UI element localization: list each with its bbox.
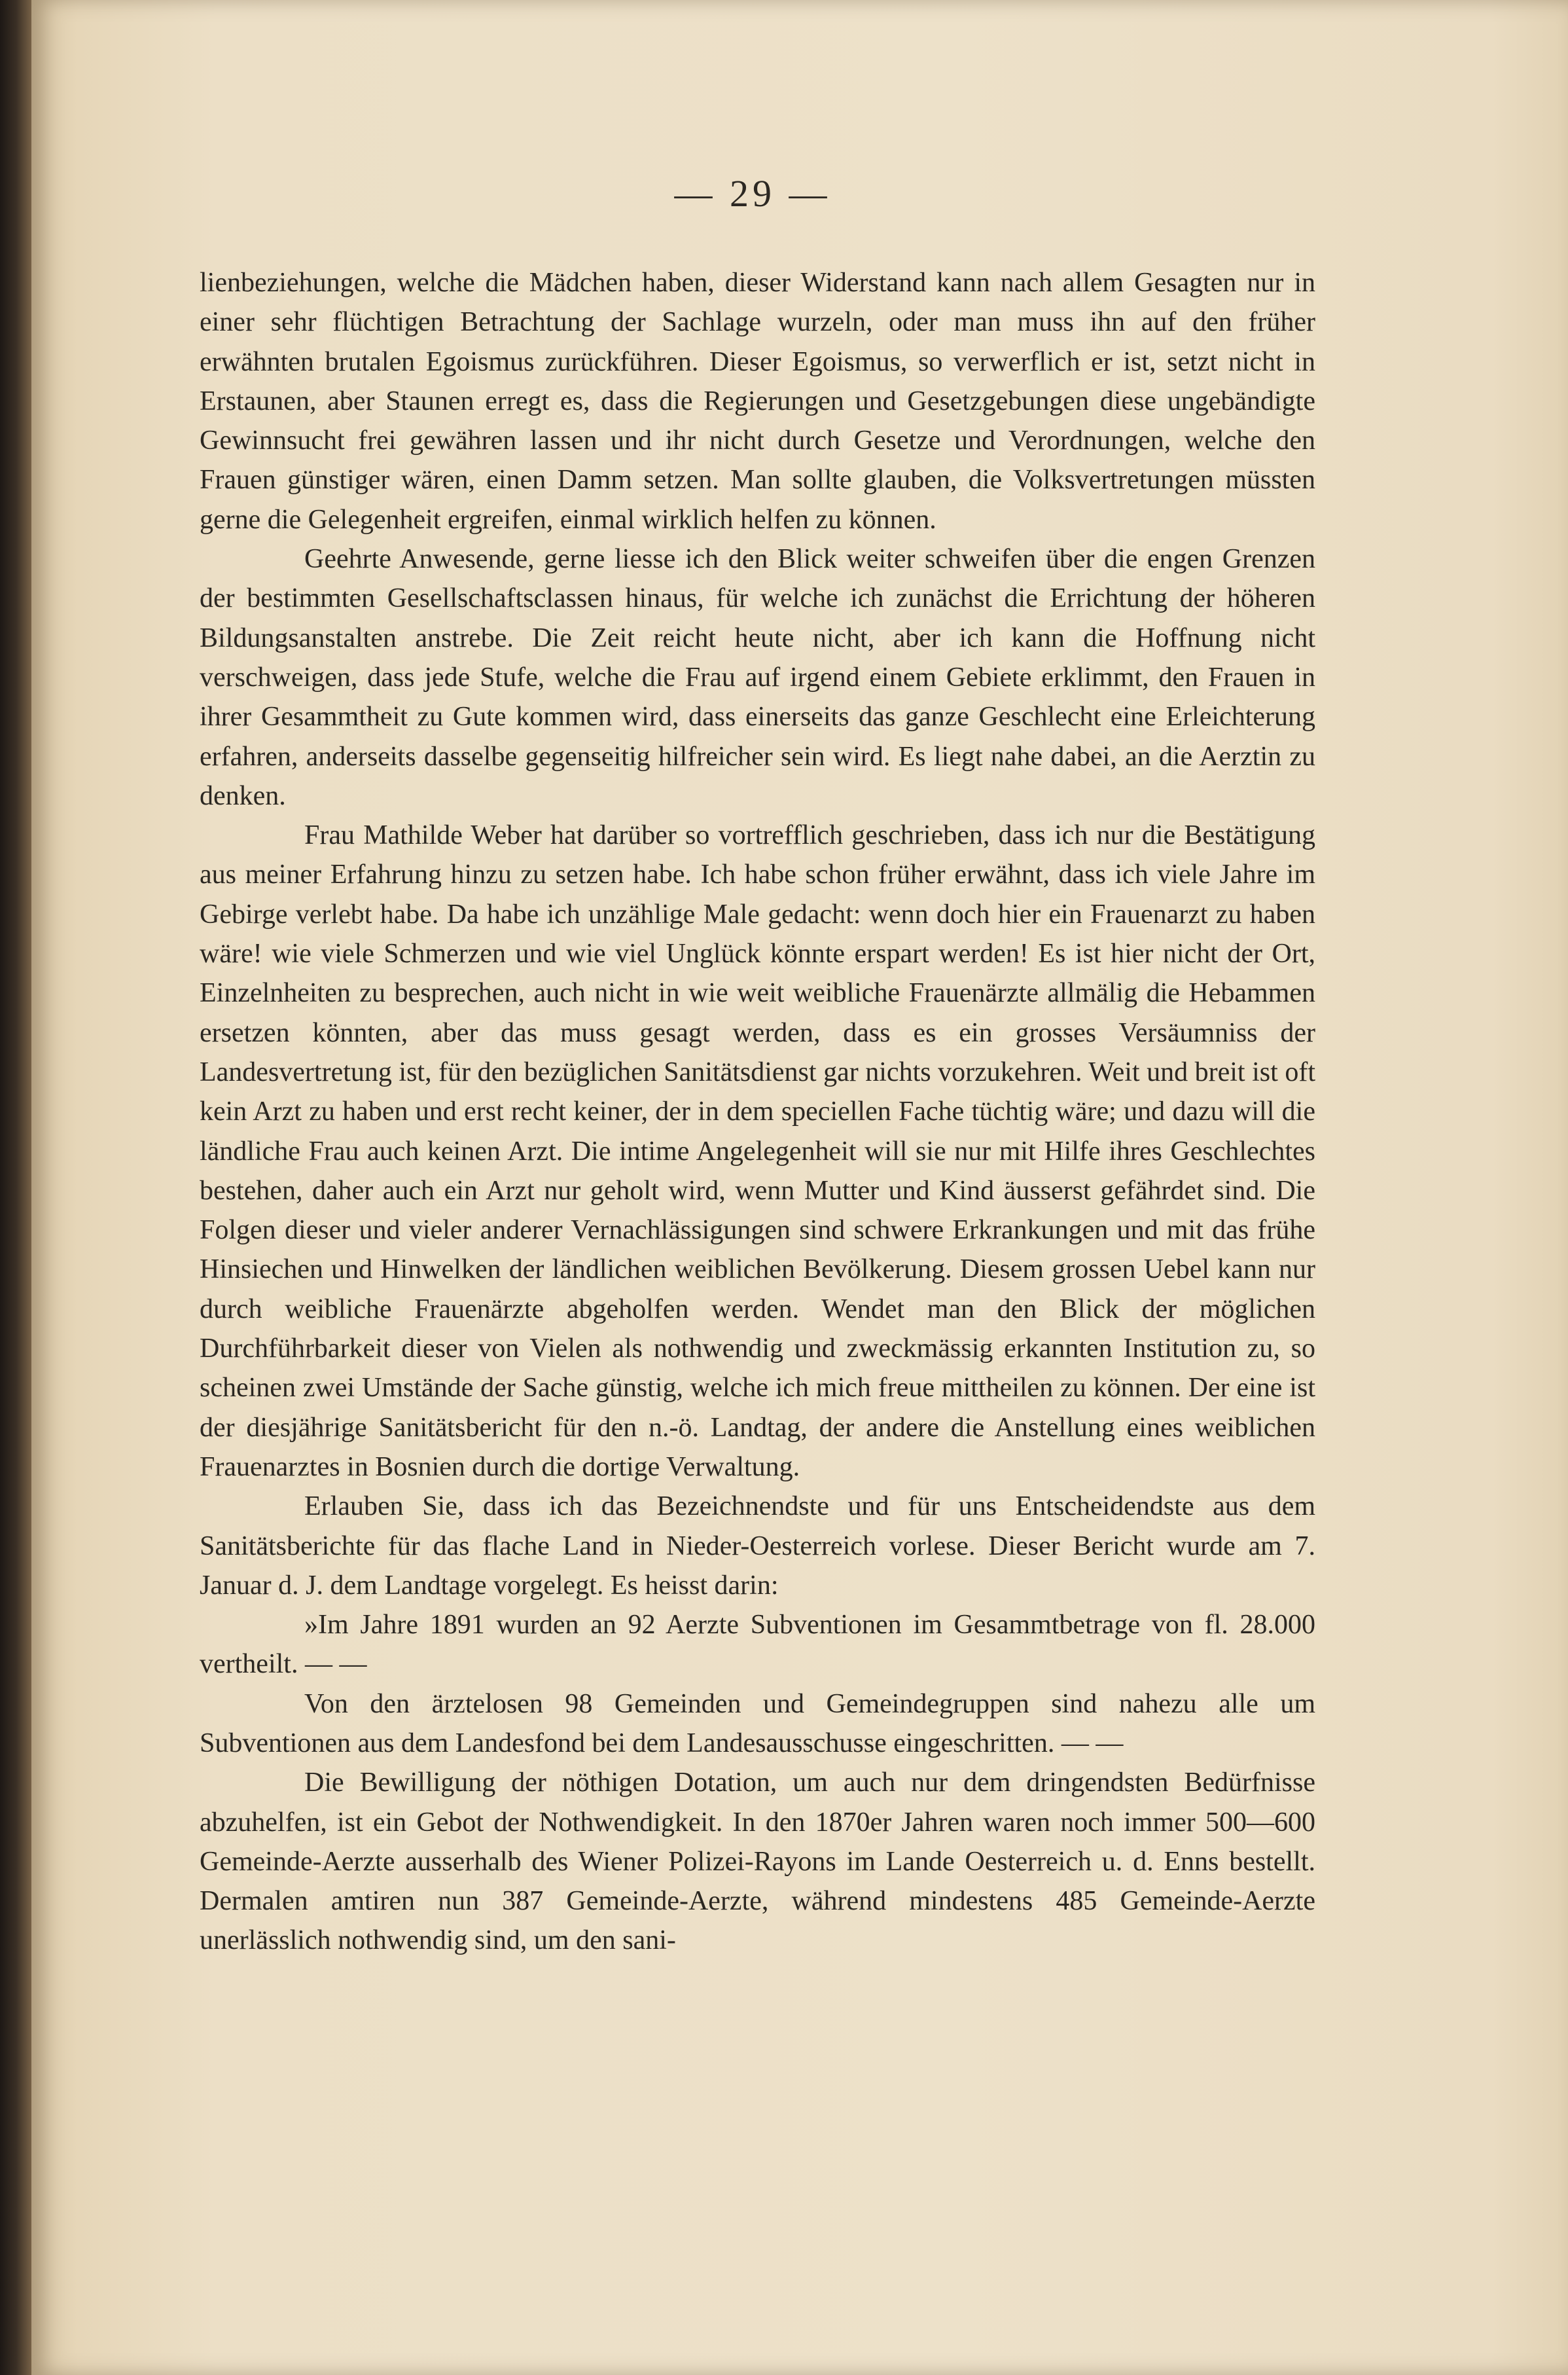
page-number: — 29 — bbox=[674, 172, 831, 215]
paragraph: Frau Mathilde Weber hat darüber so vortrefflich geschrieben, dass ich nur die Bestätigung aus meiner Erfahrung hinzu zu setzen habe. Ich habe schon früher erwähnt, dass ich viele Jahre im Gebirge verlebt habe. Da habe ich unzählige Male gedacht: wenn doch hier ein Frauenarzt zu haben wäre! wie viele Schmerzen und wie viel Unglück könnte erspart werden! Es ist hier nicht der Ort, Einzelnheiten zu besprechen, auch nicht in wie weit weibliche Frauenärzte allmälig die Hebammen ersetzen könnten, aber das muss gesagt werden, dass es ein grosses Versäumniss der Landesvertretung ist, für den bezüglichen Sanitätsdienst gar nichts vorzukehren. Weit und breit ist oft kein Arzt zu haben und erst recht keiner, der in dem speciellen Fache tüchtig wäre; und dazu will die ländliche Frau auch keinen Arzt. Die intime Angelegenheit will sie nur mit Hilfe ihres Geschlechtes bestehen, daher auch ein Arzt nur geholt wird, wenn Mutter und Kind äusserst gefährdet sind. Die Folgen dieser und vieler anderer Vernachlässigungen sind schwere Erkrankungen und mit das frühe Hinsiechen und Hinwelken der ländlichen weiblichen Bevölkerung. Diesem grossen Uebel kann nur durch weibliche Frauenärzte abgeholfen werden. Wendet man den Blick der möglichen Durchführbarkeit dieser von Vielen als nothwendig und zweckmässig erkannten Institution zu, so scheinen zwei Umstände der Sache günstig, welche ich mich freue mittheilen zu können. Der eine ist der diesjährige Sanitätsbericht für den n.-ö. Landtag, der andere die Anstellung eines weiblichen Frauenarztes in Bosnien durch die dortige Verwaltung. bbox=[200, 820, 1315, 1482]
paragraph: lienbeziehungen, welche die Mädchen haben, dieser Widerstand kann nach allem Gesagten nur in einer sehr flüchtigen Betrachtung der Sachlage wurzeln, oder man muss ihn auf den früher erwähnten brutalen Egoismus zurückführen. Dieser Egoismus, so verwerflich er ist, setzt nicht in Erstaunen, aber Staunen erregt es, dass die Regierungen und Gesetzgebungen diese ungebändigte Gewinnsucht frei gewähren lassen und ihr nicht durch Gesetze und Verordnungen, welche den Frauen günstiger wären, einen Damm setzen. Man sollte glauben, die Volksvertretungen müssten gerne die Gelegenheit ergreifen, einmal wirklich helfen zu können. bbox=[200, 268, 1315, 535]
paragraph: Erlauben Sie, dass ich das Bezeichnendste und für uns Entscheidendste aus dem Sanitätsberichte für das flache Land in Nieder-Oesterreich vorlese. Dieser Bericht wurde am 7. Januar d. J. dem Landtage vorgelegt. Es heisst darin: bbox=[200, 1491, 1315, 1601]
quote-paragraph: »Im Jahre 1891 wurden an 92 Aerzte Subventionen im Gesammtbetrage von fl. 28.000 vertheilt. — — bbox=[200, 1610, 1315, 1680]
body-text bbox=[200, 263, 1315, 1961]
quote-paragraph: Von den ärztelosen 98 Gemeinden und Gemeindegruppen sind nahezu alle um Subventionen aus dem Landesfond bei dem Landesausschusse eingeschritten. — — bbox=[200, 1688, 1315, 1758]
paragraph: Geehrte Anwesende, gerne liesse ich den Blick weiter schweifen über die engen Grenzen der bestimmten Gesellschaftsclassen hinaus, für welche ich zunächst die Errichtung der höheren Bildungsanstalten anstrebe. Die Zeit reicht heute nicht, aber ich kann die Hoffnung nicht verschweigen, dass jede Stufe, welche die Frau auf irgend einem Gebiete erklimmt, den Frauen in ihrer Gesammtheit zu Gute kommen wird, dass einerseits das ganze Geschlecht eine Erleichterung erfahren, anderseits dasselbe gegenseitig hilfreicher sein wird. Es liegt nahe dabei, an die Aerztin zu denken. bbox=[200, 544, 1315, 811]
quote-paragraph: Die Bewilligung der nöthigen Dotation, um auch nur dem dringendsten Bedürfnisse abzuhelfen, ist ein Gebot der Nothwendigkeit. In den 1870er Jahren waren noch immer 500—600 Gemeinde-Aerzte ausserhalb des Wiener Polizei-Rayons im Lande Oesterreich u. d. Enns bestellt. Dermalen amtiren nun 387 Gemeinde-Aerzte, während mindestens 485 Gemeinde-Aerzte unerlässlich nothwendig sind, um den sani- bbox=[200, 1768, 1315, 1956]
